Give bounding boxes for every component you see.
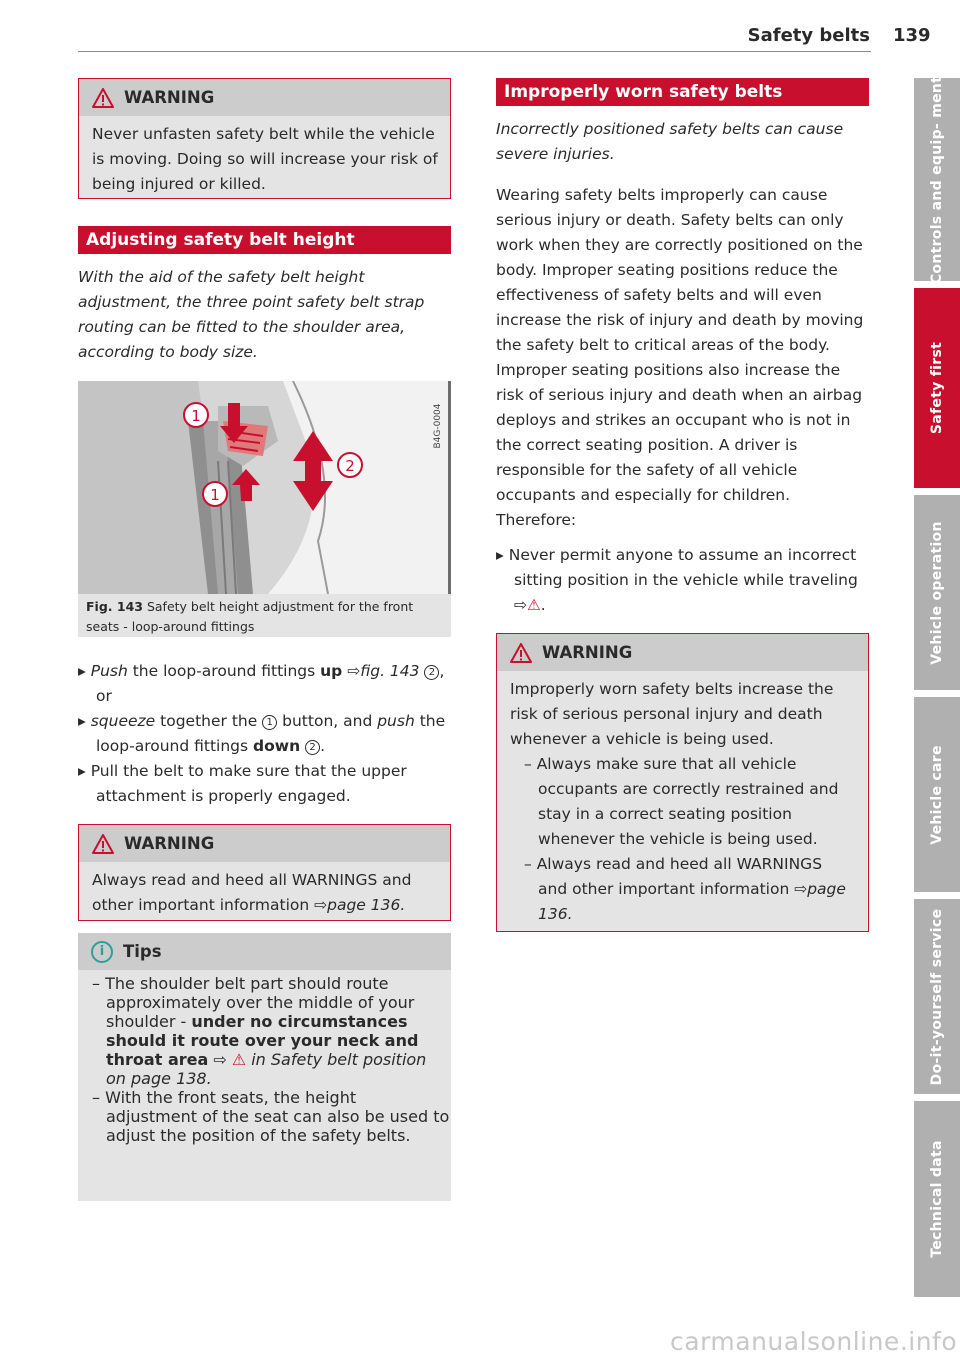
list-item: ▸ Never permit anyone to assume an incorrect sitting position in the vehicle while traveling ⇨⚠. (496, 546, 858, 614)
fig-marker-1-top: 1 (191, 407, 201, 425)
side-tab-label: Safety first (929, 341, 945, 435)
side-tab-do-it-yourself[interactable] (914, 899, 960, 1094)
ref-text: in Safety belt position on page 138. (106, 1050, 427, 1088)
warning-item-text: Always make sure that all vehicle occupants are correctly restrained and stay in a correct seating position whenever the vehicle is being used. (536, 755, 839, 848)
info-icon: i (91, 941, 113, 963)
step-verb: push (377, 712, 415, 730)
section-intro: Incorrectly positioned safety belts can cause severe injuries. (496, 120, 844, 163)
step-text: Pull the belt to make sure that the upper attachment is properly engaged. (90, 762, 407, 805)
step-bold: up (320, 662, 343, 680)
list-item: – With the front seats, the height adjustment of the seat can also be used to adjust the position of the safety belts. (92, 1088, 450, 1145)
warning-title: WARNING (124, 834, 215, 853)
ref-text: page 136. (327, 896, 406, 914)
step-bold: down (253, 737, 301, 755)
section-heading-improperly-worn: Improperly worn safety belts (496, 78, 869, 106)
tips-header (78, 933, 451, 970)
step-tail: , or (96, 662, 445, 705)
step-list (78, 659, 453, 809)
warning-reference-link[interactable]: ⇨⚠ (514, 596, 541, 614)
figure-caption-text: Safety belt height adjustment for the front seats - loop-around fittings (86, 599, 414, 634)
side-tab-label: Do-it-yourself service (929, 908, 945, 1085)
callout-2: 2 (424, 665, 439, 680)
body-paragraph: Wearing safety belts improperly can cause serious injury or death. Safety belts can only work when they are correctly positioned on the body. Improper seating positions reduce the effectiveness of safety belts and will even increase the risk of injury and death by moving the safety belt to critical areas of the body. Improper seating positions also increase the risk of serious injury and death when an airbag deploys and strikes an occupant who is not in the correct seating position. A driver is responsible for the safety of all vehicle occupants and especially for children. Therefore: (496, 186, 864, 529)
tips-box (78, 933, 451, 1201)
list-item: – Always read and heed all WARNINGS and other important information ⇨page 136. (524, 855, 846, 923)
figure-reference-link[interactable]: ⇨fig. 143 (347, 662, 420, 680)
warning-text (92, 868, 438, 918)
step-text: together the (160, 712, 258, 730)
warning-title: WARNING (124, 88, 215, 107)
figure-label: Fig. 143 (86, 599, 143, 614)
side-tab-safety-first[interactable] (914, 288, 960, 488)
header-rule (78, 51, 871, 52)
fig-marker-1-bottom: 1 (210, 486, 220, 504)
warning-text: Never unfasten safety belt while the vehicle is moving. Doing so will increase your risk of being injured or killed. (92, 125, 438, 193)
figure-code: B4G-0004 (433, 403, 443, 449)
side-tab-label: Controls and equip- ment (929, 75, 945, 284)
figure-caption (86, 597, 446, 637)
section-heading-adjusting-height: Adjusting safety belt height (78, 226, 451, 254)
tip-text: With the front seats, the height adjustment of the seat can also be used to adjust the position of the safety belts. (105, 1088, 450, 1145)
tips-title: Tips (123, 942, 162, 961)
warning-title: WARNING (542, 643, 633, 662)
warning-box-improper-belts (496, 633, 869, 932)
list-item: – Always make sure that all vehicle occupants are correctly restrained and stay in a correct seating position whenever the vehicle is being used. (524, 755, 839, 848)
section-reference-link[interactable]: ⇨ ⚠ in Safety belt position on page 138. (106, 1050, 427, 1088)
warning-triangle-icon: ⚠ (527, 596, 541, 614)
side-tab-label: Vehicle care (929, 744, 945, 845)
warning-header (497, 634, 868, 671)
warning-header (79, 79, 450, 116)
page-reference-link[interactable]: ⇨page 136. (538, 880, 846, 923)
warning-header (79, 825, 450, 862)
list-item: ▸ squeeze together the 1 button, and push the loop-around fittings down 2 . (78, 712, 446, 755)
step-list (496, 543, 871, 618)
step-verb: Push (90, 662, 128, 680)
side-tab-vehicle-care[interactable] (914, 697, 960, 892)
warning-triangle-icon (92, 834, 114, 854)
tip-bold: under no circumstances should it route over your neck and throat area (106, 1012, 419, 1069)
list-item: – The shoulder belt part should route approximately over the middle of your shoulder - under no circumstances should it route over your neck and throat area ⇨ ⚠ in Safety belt position on page 138. (92, 974, 427, 1088)
list-item: ▸ Push the loop-around fittings up ⇨fig. 143 2 , or (78, 662, 445, 705)
belt-height-illustration (78, 381, 451, 594)
callout-1: 1 (262, 715, 277, 730)
fig-marker-2: 2 (345, 457, 355, 475)
warning-triangle-icon (510, 643, 532, 663)
page-reference-link[interactable]: ⇨page 136. (314, 896, 406, 914)
ref-text: fig. 143 (360, 662, 420, 680)
warning-sentence: Always read and heed all WARNINGS and other important information (92, 871, 412, 914)
warning-item-text: Always read and heed all WARNINGS and other important information (536, 855, 823, 898)
side-tab-technical-data[interactable] (914, 1101, 960, 1297)
side-tab-label: Vehicle operation (929, 520, 945, 665)
ref-text: page 136. (538, 880, 846, 923)
side-tab-controls[interactable] (914, 75, 960, 284)
section-intro: With the aid of the safety belt height adjustment, the three point safety belt strap routing can be fitted to the shoulder area, according to body size. (78, 268, 425, 361)
running-header-title: Safety belts (747, 25, 870, 46)
step-text: button, and (282, 712, 373, 730)
tip-text: The shoulder belt part should route approximately over the middle of your shoulder - (105, 974, 415, 1031)
warning-triangle-icon: ⚠ (231, 1050, 247, 1069)
warning-triangle-icon (92, 88, 114, 108)
side-tab-vehicle-operation[interactable] (914, 495, 960, 690)
step-verb: squeeze (90, 712, 156, 730)
list-item: ▸ Pull the belt to make sure that the upper attachment is properly engaged. (78, 762, 407, 805)
page-number: 139 (893, 25, 931, 46)
callout-2: 2 (305, 740, 320, 755)
side-tab-label: Technical data (929, 1140, 945, 1258)
step-text: the loop-around fittings (96, 712, 446, 755)
watermark: carmanualsonline.info (670, 1327, 958, 1356)
step-text: the loop-around fittings (132, 662, 316, 680)
warning-box-belt-unfasten (78, 78, 451, 199)
step-text: Never permit anyone to assume an incorrect sitting position in the vehicle while traveling (508, 546, 858, 589)
warning-box-read-warnings (78, 824, 451, 921)
warning-text: Improperly worn safety belts increase the risk of serious personal injury and death whenever a vehicle is being used. (510, 680, 834, 748)
